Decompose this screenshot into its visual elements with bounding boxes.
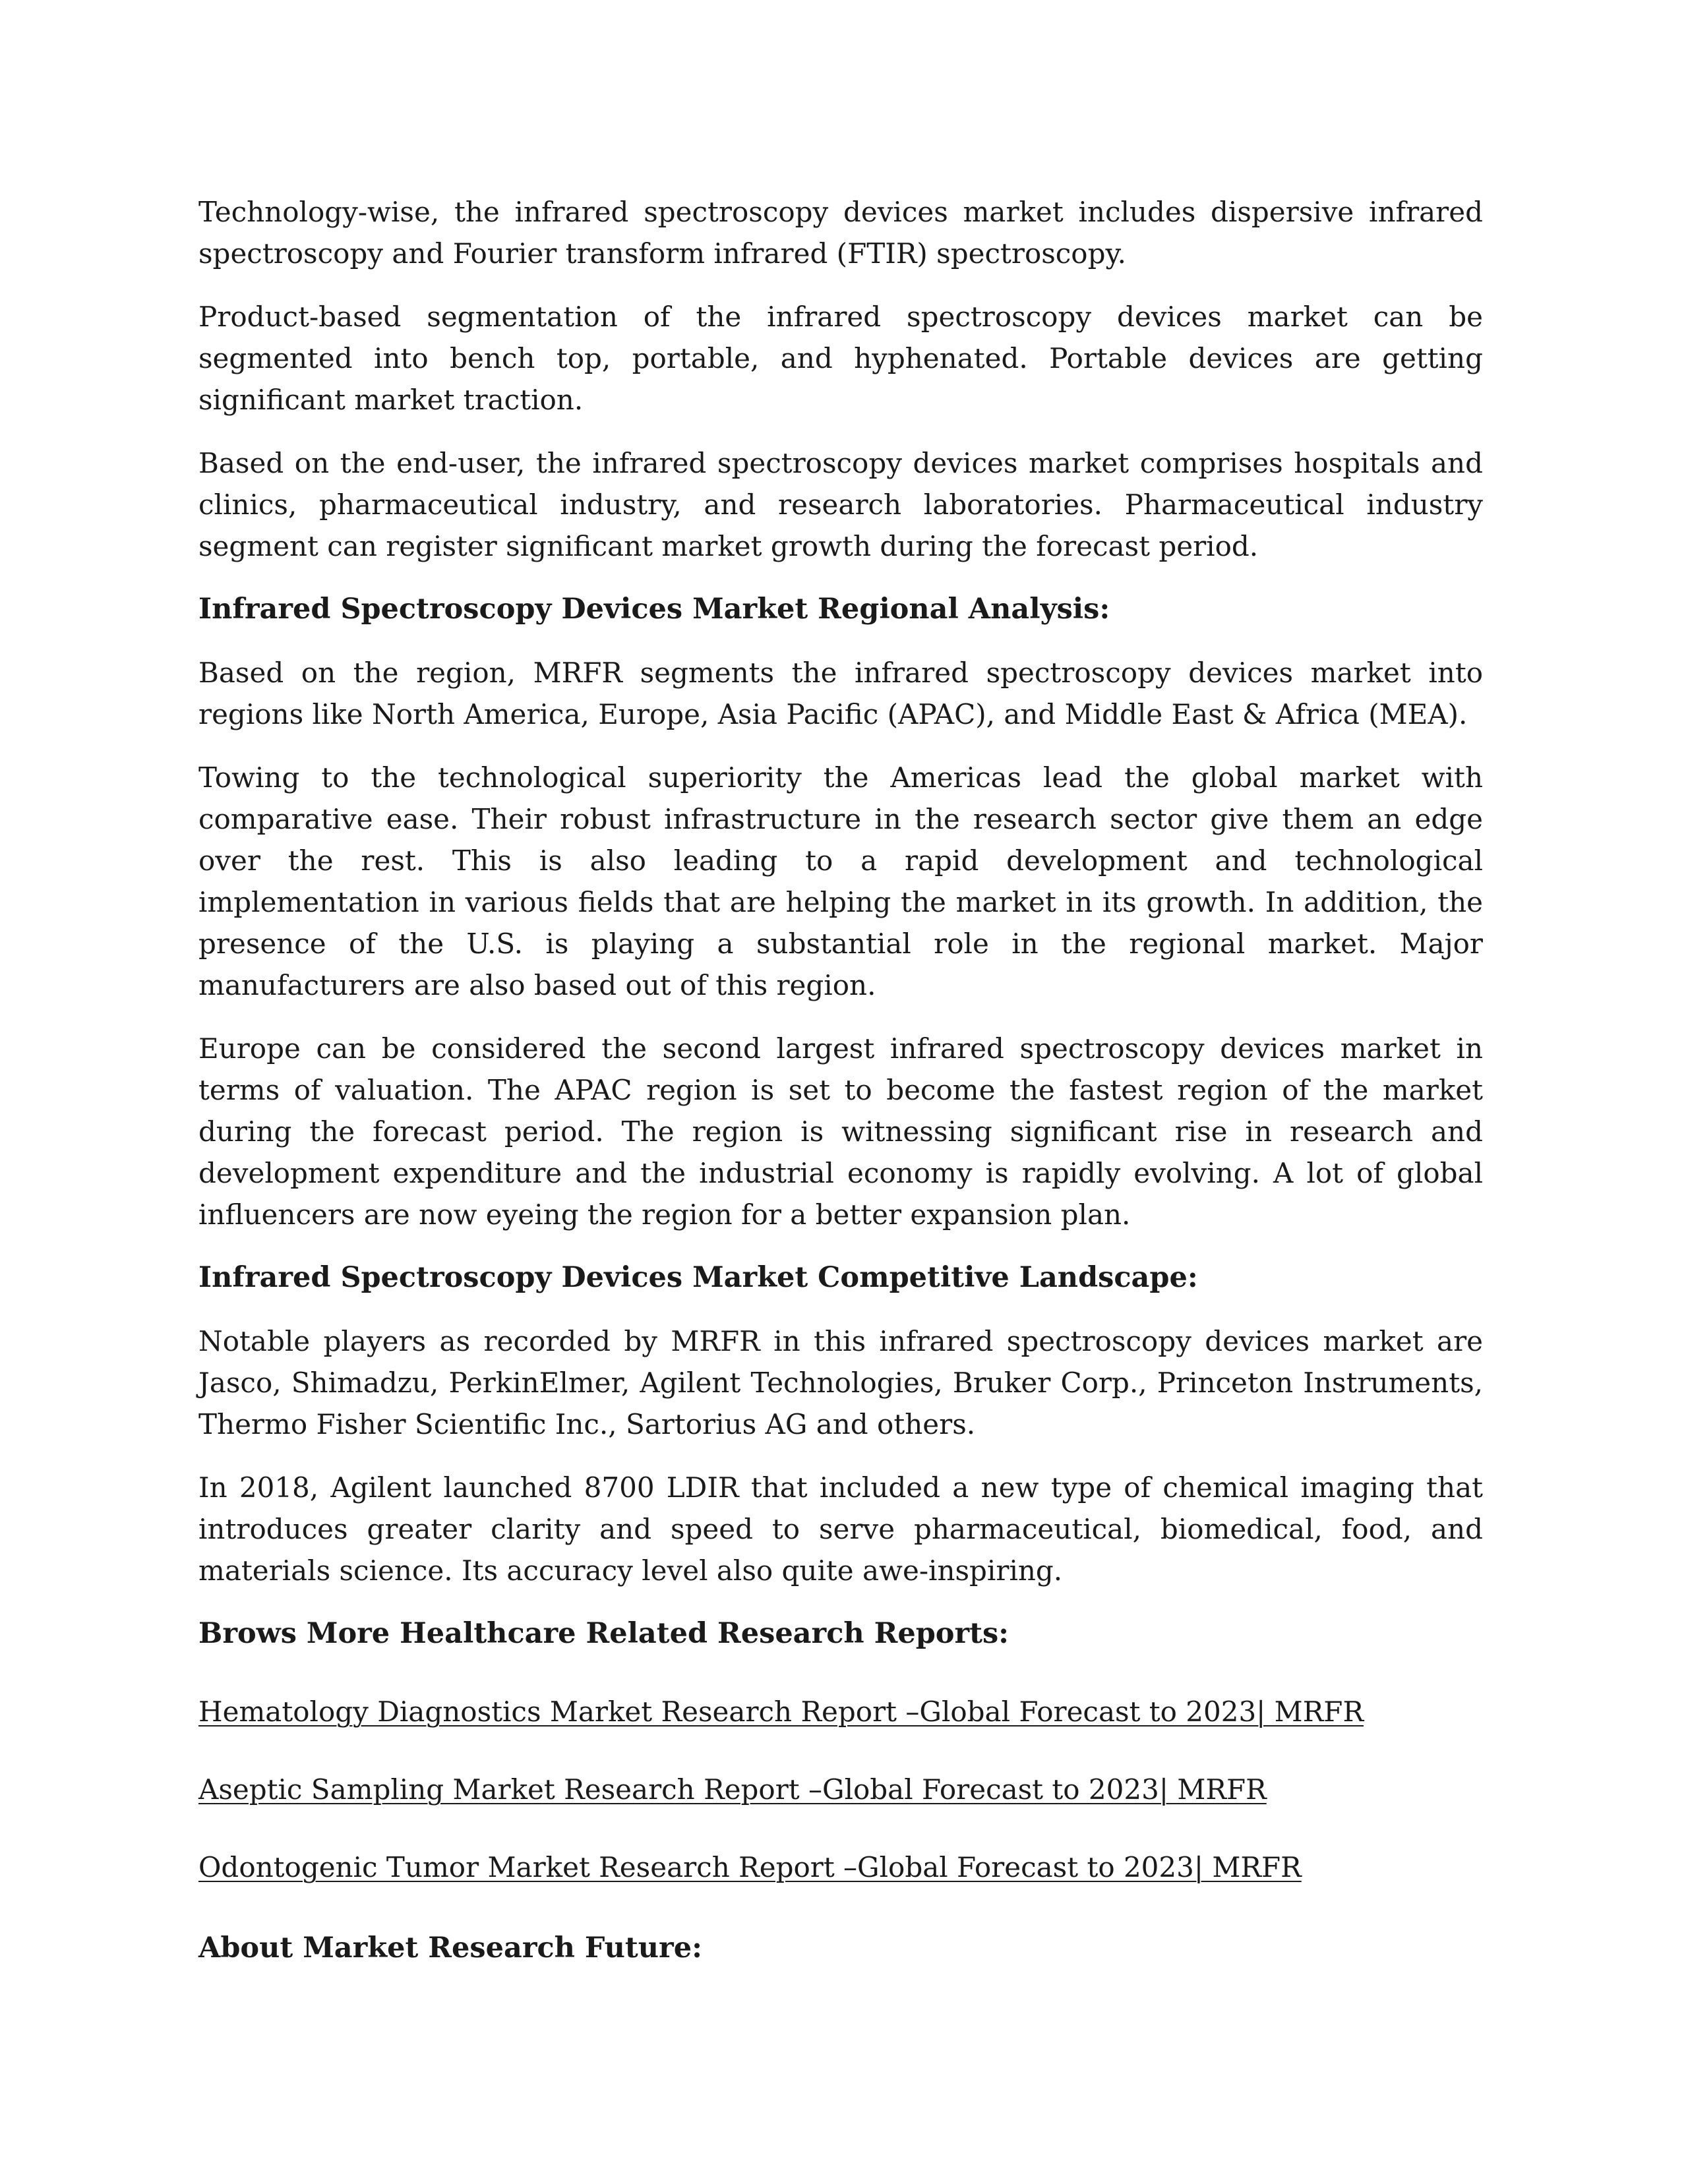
link-odontogenic-tumor[interactable]: Odontogenic Tumor Market Research Report –Global Forecast to 2023| MRFR bbox=[198, 1851, 1302, 1883]
paragraph-end-user: Based on the end-user, the infrared spectroscopy devices market comprises hospitals and clinics, pharmaceutical industry, and research laboratories. Pharmaceutical industry segment can register significant market growth during the forecast period. bbox=[198, 447, 1483, 562]
link-hematology-diagnostics[interactable]: Hematology Diagnostics Market Research Report –Global Forecast to 2023| MRFR bbox=[198, 1696, 1364, 1728]
heading-related-reports: Brows More Healthcare Related Research Reports: bbox=[198, 1617, 1010, 1650]
heading-competitive-landscape: Infrared Spectroscopy Devices Market Competitive Landscape: bbox=[198, 1261, 1198, 1294]
paragraph-notable-players: Notable players as recorded by MRFR in this infrared spectroscopy devices market are Jasco, Shimadzu, PerkinElmer, Agilent Technologies, Bruker Corp., Princeton Instruments, Thermo Fisher Scientific Inc., Sartorius AG and others. bbox=[198, 1325, 1483, 1440]
paragraph-region-segments: Based on the region, MRFR segments the infrared spectroscopy devices market into regions like North America, Europe, Asia Pacific (APAC), and Middle East & Africa (MEA). bbox=[198, 657, 1483, 730]
heading-about-mrfr: About Market Research Future: bbox=[198, 1932, 702, 1964]
link-aseptic-sampling[interactable]: Aseptic Sampling Market Research Report –Global Forecast to 2023| MRFR bbox=[198, 1773, 1267, 1806]
paragraph-technology: Technology-wise, the infrared spectroscopy devices market includes dispersive infrared spectroscopy and Fourier transform infrared (FTIR) spectroscopy. bbox=[198, 196, 1483, 270]
related-reports-list bbox=[198, 1691, 1483, 1888]
paragraph-americas: Towing to the technological superiority the Americas lead the global market with comparative ease. Their robust infrastructure in the research sector give them an edge over the rest. This is also leading to a rapid development and technological implementation in various fields that are helping the market in its growth. In addition, the presence of the U.S. is playing a substantial role in the regional market. Major manufacturers are also based out of this region. bbox=[198, 761, 1483, 1001]
paragraph-europe-apac: Europe can be considered the second largest infrared spectroscopy devices market in terms of valuation. The APAC region is set to become the fastest region of the market during the forecast period. The region is witnessing significant rise in research and development expenditure and the industrial economy is rapidly evolving. A lot of global influencers are now eyeing the region for a better expansion plan. bbox=[198, 1032, 1483, 1231]
document-page bbox=[198, 191, 1483, 1991]
paragraph-agilent: In 2018, Agilent launched 8700 LDIR that included a new type of chemical imaging that introduces greater clarity and speed to serve pharmaceutical, biomedical, food, and materials science. Its accuracy level also quite awe-inspiring. bbox=[198, 1471, 1483, 1587]
heading-regional-analysis: Infrared Spectroscopy Devices Market Regional Analysis: bbox=[198, 593, 1110, 626]
paragraph-product: Product-based segmentation of the infrared spectroscopy devices market can be segmented into bench top, portable, and hyphenated. Portable devices are getting significant market traction. bbox=[198, 301, 1483, 416]
